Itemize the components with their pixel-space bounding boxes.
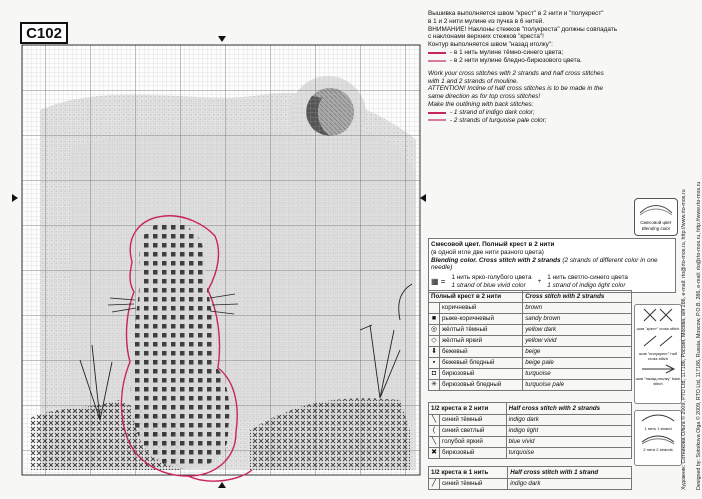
blend-left-en: 1 strand of blue vivid color	[451, 282, 526, 290]
plus-icon: +	[537, 278, 542, 286]
outline-dark-swatch	[428, 52, 446, 54]
outline-pale-swatch	[428, 60, 446, 62]
half1-header-ru: 1/2 креста в 1 нить	[429, 467, 508, 479]
table-row	[429, 479, 632, 490]
color-ru: синий тёмный	[440, 479, 508, 490]
color-en: turquoise	[506, 448, 631, 459]
copyright-ru-text: Художник: Сотникова Ольга © 2009, РТО Ltd, 117186, Россия, Москва, а/я 286, e-mail: rto@rto-mos.ru, http://www.rto-mos.ru	[681, 189, 687, 490]
intro-ru-1: в 1 и 2 нити мулине из пучка в 6 нитей.	[428, 17, 545, 25]
outline-pale-swatch-en	[428, 119, 446, 121]
table-row	[429, 314, 632, 325]
outline-ru-dark	[428, 49, 638, 57]
outline-ru-1: - в 2 нити мулине бледно-бирюзового цвета.	[450, 56, 582, 64]
cross2-header-en: Cross stitch with 2 strands	[523, 291, 632, 303]
color-en: turquoise	[523, 369, 632, 380]
outline-dark-swatch-en	[428, 112, 446, 114]
diagram-cross-label: шов "крест" cross stitch	[636, 325, 680, 331]
cross2-header-ru: Полный крест в 2 нити	[429, 291, 523, 303]
color-ru: жёлтый тёмный	[440, 325, 523, 336]
blend-sub-en: (2 strands of different color in one needle)	[431, 256, 658, 272]
diagram-strand1-label: 1 нить 1 strand	[644, 425, 672, 431]
blend-sub-ru: (в одной игле две нити разного цвета)	[431, 248, 544, 256]
two-strand-icon	[636, 432, 680, 446]
strand-diagrams	[634, 410, 682, 466]
half2-table	[428, 402, 632, 459]
table-row	[429, 325, 632, 336]
symbol-yellow-vivid: ◇	[429, 336, 440, 347]
one-strand-icon	[636, 411, 680, 425]
intro-en-3: same direction as for top cross stitches!	[428, 93, 541, 101]
back-stitch-icon	[636, 361, 680, 375]
color-ru: синий тёмный	[440, 415, 507, 426]
intro-en-1: with 1 and 2 strands of mouline.	[428, 77, 519, 85]
blend-right-en: 1 strand of indigo light color	[547, 282, 626, 290]
color-en: indigo dark	[506, 415, 631, 426]
blend-symbol-icon: ▦ =	[431, 277, 446, 287]
symbol-indigo-dark: ╲	[429, 415, 440, 426]
half2-header-ru: 1/2 креста в 2 нити	[429, 403, 507, 415]
blend-color-box	[428, 238, 676, 293]
table-row	[429, 380, 632, 391]
instructions	[428, 10, 638, 124]
table-row	[429, 303, 632, 314]
symbol-beige-pale: ▪	[429, 358, 440, 369]
pattern-code: C102	[20, 22, 68, 44]
color-en: beige	[523, 347, 632, 358]
color-ru: бирюзовый	[440, 448, 507, 459]
intro-ru-0: Вышивка выполняется швом "крест" в 2 нити и "полукрест"	[428, 10, 604, 17]
blend-title-en: Blending color. Cross stitch with 2 strands	[431, 256, 561, 264]
legend-panel	[424, 0, 686, 499]
outline-en-0: - 1 strand of indigo dark color;	[450, 108, 535, 116]
cross-stitch-icon	[636, 305, 680, 325]
color-en: indigo dark	[508, 479, 632, 490]
half2-header-en: Half cross stitch with 2 strands	[506, 403, 631, 415]
outline-en-1: - 2 strands of turquoise pale color;	[450, 116, 547, 124]
symbol-beige: ⬇	[429, 347, 440, 358]
thread-icon	[636, 199, 676, 219]
color-en: yellow vivid	[523, 336, 632, 347]
color-ru: бежевый	[440, 347, 523, 358]
table-row	[429, 437, 632, 448]
intro-en-4: Make the outlining with back stitches:	[428, 100, 534, 108]
color-ru: голубой яркий	[440, 437, 507, 448]
table-row	[429, 426, 632, 437]
table-row	[429, 358, 632, 369]
table-row	[429, 347, 632, 358]
symbol-yellow-dark: ◎	[429, 325, 440, 336]
symbol-sandy-brown: ■	[429, 314, 440, 325]
intro-ru-2: ВНИМАНИЕ! Наклоны стежков "полукреста" должны совпадать	[428, 25, 618, 33]
symbol-turquoise-pale: ✳	[429, 380, 440, 391]
blend-title-ru: Смесовой цвет. Полный крест в 2 нити	[431, 241, 555, 248]
half1-header-en: Half cross stitch with 1 strand	[508, 467, 632, 479]
intro-ru-4: Контур выполняется швом "назад иголку":	[428, 41, 553, 49]
symbol-brown	[429, 303, 440, 314]
outline-en-pale	[428, 117, 638, 125]
half-cross-stitch-icon	[636, 332, 680, 350]
blend-thread-label-ru: Смесовой цвет	[640, 220, 672, 226]
diagram-strand2-label: 2 нити 2 strands	[643, 446, 673, 452]
symbol-indigo-light: (	[429, 426, 440, 437]
color-en: blue vivid	[506, 437, 631, 448]
intro-en-0: Work your cross stitches with 2 strands and half cross stitches	[428, 69, 604, 77]
outline-ru-pale	[428, 57, 638, 65]
symbol-indigo-dark-1: ╱	[429, 479, 440, 490]
intro-en-2: ATTENTION! Incline of half cross stitches is to be made in the	[428, 85, 603, 93]
color-en: turquoise pale	[523, 380, 632, 391]
diagram-back-label: шов "назад иголку" back stitch	[635, 376, 681, 387]
blend-thread-label-en: Blending color	[641, 225, 671, 231]
color-ru: синий светлый	[440, 426, 507, 437]
outline-ru-0: - в 1 нить мулине тёмно-синего цвета;	[450, 49, 564, 57]
color-en: yellow dark	[523, 325, 632, 336]
copyright-en	[688, 0, 700, 499]
outline-en-dark	[428, 109, 638, 117]
color-ru: рыже-коричневый	[440, 314, 523, 325]
color-ru: бирюзовый	[440, 369, 523, 380]
color-en: indigo light	[506, 426, 631, 437]
color-ru: коричневый	[440, 303, 523, 314]
color-en: sandy brown	[523, 314, 632, 325]
blend-left-ru: 1 нить ярко-голубого цвета	[451, 274, 532, 282]
table-row	[429, 448, 632, 459]
blend-thread-diagram	[634, 198, 678, 236]
symbol-blue-vivid: ╲	[429, 437, 440, 448]
color-ru: бирюзовый бледный	[440, 380, 523, 391]
diagram-half-label: шов "полукрест" half cross stitch	[639, 350, 677, 361]
table-row	[429, 415, 632, 426]
table-row	[429, 336, 632, 347]
color-ru: бежевый бледный	[440, 358, 523, 369]
copyright-en-text: Designed by: Sotnikova Olga © 2009, RTO Ltd, 117186, Russia, Moscow, P.O.B. 286, e-mail: rto@rto-mos.ru, http://www.rto-mos.ru	[696, 181, 702, 490]
intro-ru-3: с наклонами верхних стежков "креста"!	[428, 33, 544, 41]
stitch-diagrams	[634, 304, 682, 404]
color-ru: жёлтый яркий	[440, 336, 523, 347]
table-row	[429, 369, 632, 380]
half1-table	[428, 466, 632, 490]
cross2-table	[428, 290, 632, 391]
symbol-turquoise-half: ✖	[429, 448, 440, 459]
symbol-turquoise: ◘	[429, 369, 440, 380]
color-en: brown	[523, 303, 632, 314]
blend-right-ru: 1 нить светло-синего цвета	[547, 274, 628, 282]
color-en: beige pale	[523, 358, 632, 369]
